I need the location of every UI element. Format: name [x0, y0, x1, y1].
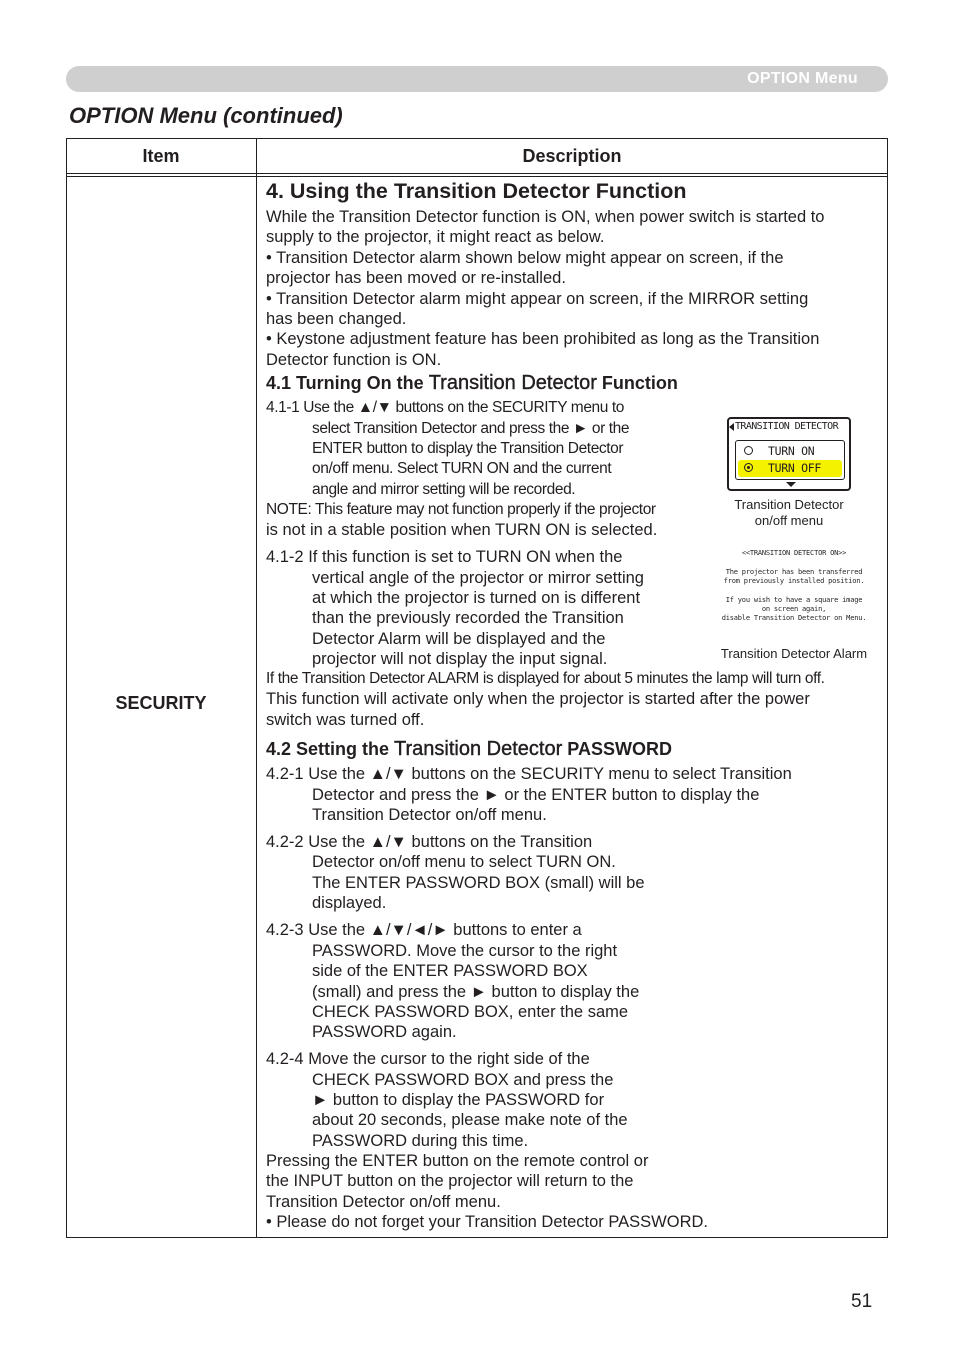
note-line: NOTE: This feature may not function properly if the projector: [266, 501, 656, 518]
step-4-1-1-line: ENTER button to display the Transition Detector: [312, 440, 624, 457]
activate-line: This function will activate only when the projector is started after the power: [266, 690, 810, 708]
closing-line: Pressing the ENTER button on the remote control or: [266, 1152, 649, 1170]
step-4-2-2-line: 4.2-2 Use the ▲/▼ buttons on the Transition: [266, 833, 593, 851]
step-4-2-4-line: ► button to display the PASSWORD for: [312, 1091, 605, 1109]
item-cell-security: SECURITY: [115, 693, 207, 713]
alarm-line: on screen again,: [761, 605, 827, 613]
transition-detector-alarm-figure: [712, 549, 876, 623]
subheading-4-1: [266, 372, 678, 395]
intro-line: • Transition Detector alarm might appear on screen, if the MIRROR setting: [266, 290, 809, 308]
step-4-2-3-line: 4.2-3 Use the ▲/▼/◄/► buttons to enter a: [266, 921, 582, 939]
closing-line: Transition Detector on/off menu.: [266, 1193, 501, 1211]
activate-line: switch was turned off.: [266, 711, 425, 729]
section-header-bar: [66, 66, 888, 92]
intro-line: While the Transition Detector function is ON, when power switch is started to: [266, 208, 825, 226]
subheading-pre: 4.2 Setting the: [266, 739, 390, 759]
radio-unselected-icon: [744, 446, 753, 455]
menu-option-turn-on: [738, 443, 842, 460]
closing-line: • Please do not forget your Transition Detector PASSWORD.: [266, 1213, 708, 1231]
step-4-2-1-line: 4.2-1 Use the ▲/▼ buttons on the SECURITY menu to select Transition: [266, 765, 792, 783]
step-4-2-1-line: Detector and press the ► or the ENTER button to display the: [312, 786, 760, 804]
step-4-1-2-line: Detector Alarm will be displayed and the: [312, 630, 606, 648]
closing-line: the INPUT button on the projector will return to the: [266, 1172, 634, 1190]
left-arrow-icon: [729, 423, 734, 431]
step-4-1-1-line: angle and mirror setting will be recorded.: [312, 481, 576, 498]
subheading-4-2: [266, 738, 672, 761]
section-label: OPTION Menu: [747, 70, 858, 87]
intro-line: Detector function is ON.: [266, 351, 442, 369]
step-4-2-2-line: Detector on/off menu to select TURN ON.: [312, 853, 616, 871]
menu-caption: [719, 497, 859, 528]
header-divider: [66, 173, 888, 174]
section-heading: 4. Using the Transition Detector Function: [266, 179, 687, 203]
step-4-2-2-line: displayed.: [312, 894, 387, 912]
transition-detector-menu-figure: [727, 417, 851, 491]
alarm-line: If you wish to have a square image: [725, 596, 863, 604]
step-4-2-4-line: about 20 seconds, please make note of the: [312, 1111, 628, 1129]
subheading-emphasis: Transition Detector: [428, 372, 597, 394]
step-4-1-1-line: 4.1-1 Use the ▲/▼ buttons on the SECURITY menu to: [266, 399, 625, 416]
step-4-1-1-line: on/off menu. Select TURN ON and the current: [312, 460, 612, 477]
column-header-description: Description: [522, 146, 622, 166]
step-4-2-4-line: CHECK PASSWORD BOX and press the: [312, 1071, 614, 1089]
alarm-line: The projector has been transferred: [725, 568, 863, 576]
menu-caption-line: Transition Detector: [734, 497, 844, 512]
step-4-1-2-line: 4.1-2 If this function is set to TURN ON when the: [266, 548, 623, 566]
step-4-2-3-line: CHECK PASSWORD BOX, enter the same: [312, 1003, 629, 1021]
subheading-pre: 4.1 Turning On the: [266, 373, 424, 393]
step-4-1-2-line: at which the projector is turned on is different: [312, 589, 641, 607]
alarm-caption: Transition Detector Alarm: [720, 646, 868, 661]
step-4-2-3-line: (small) and press the ► button to display the: [312, 983, 640, 1001]
alarm-line: disable Transition Detector on Menu.: [721, 614, 867, 622]
intro-line: • Transition Detector alarm shown below might appear on screen, if the: [266, 249, 784, 267]
step-4-2-4-line: PASSWORD during this time.: [312, 1132, 529, 1150]
step-4-2-3-line: PASSWORD. Move the cursor to the right: [312, 942, 618, 960]
step-4-1-2-line: than the previously recorded the Transition: [312, 609, 624, 627]
step-4-1-1-line: select Transition Detector and press the ► or the: [312, 420, 630, 437]
subheading-emphasis: Transition Detector: [394, 738, 563, 760]
intro-line: has been changed.: [266, 310, 407, 328]
subheading-post: Function: [601, 373, 678, 393]
subheading-post: PASSWORD: [567, 739, 672, 759]
alarm-line: <<TRANSITION DETECTOR ON>>: [741, 549, 847, 557]
menu-option-label: TURN ON: [768, 444, 815, 458]
intro-line: projector has been moved or re-installed.: [266, 269, 566, 287]
down-arrow-icon: [786, 482, 796, 487]
column-header-item: Item: [142, 146, 180, 166]
menu-option-turn-off: [738, 460, 842, 477]
intro-line: supply to the projector, it might react as below.: [266, 228, 605, 246]
page-title: OPTION Menu (continued): [69, 103, 343, 128]
alarm-line: from previously installed position.: [723, 577, 865, 585]
note-line: is not in a stable position when TURN ON is selected.: [266, 521, 658, 539]
menu-title: TRANSITION DETECTOR: [735, 421, 838, 432]
step-4-2-2-line: The ENTER PASSWORD BOX (small) will be: [312, 874, 645, 892]
step-4-2-3-line: side of the ENTER PASSWORD BOX: [312, 962, 588, 980]
menu-options-box: [735, 440, 845, 480]
menu-caption-line: on/off menu: [754, 513, 824, 528]
step-4-2-3-line: PASSWORD again.: [312, 1023, 457, 1041]
step-4-1-2-line: vertical angle of the projector or mirror setting: [312, 569, 644, 587]
column-divider: [256, 138, 257, 1238]
step-4-2-1-line: Transition Detector on/off menu.: [312, 806, 547, 824]
menu-option-label: TURN OFF: [768, 461, 821, 475]
page-number: 51: [851, 1291, 873, 1312]
intro-line: • Keystone adjustment feature has been prohibited as long as the Transition: [266, 330, 820, 348]
alarm-note: If the Transition Detector ALARM is displayed for about 5 minutes the lamp will turn off.: [266, 670, 825, 687]
header-divider-double: [66, 176, 888, 177]
step-4-2-4-line: 4.2-4 Move the cursor to the right side of the: [266, 1050, 590, 1068]
step-4-1-2-line: projector will not display the input signal.: [312, 650, 608, 668]
radio-selected-icon: [744, 463, 753, 472]
